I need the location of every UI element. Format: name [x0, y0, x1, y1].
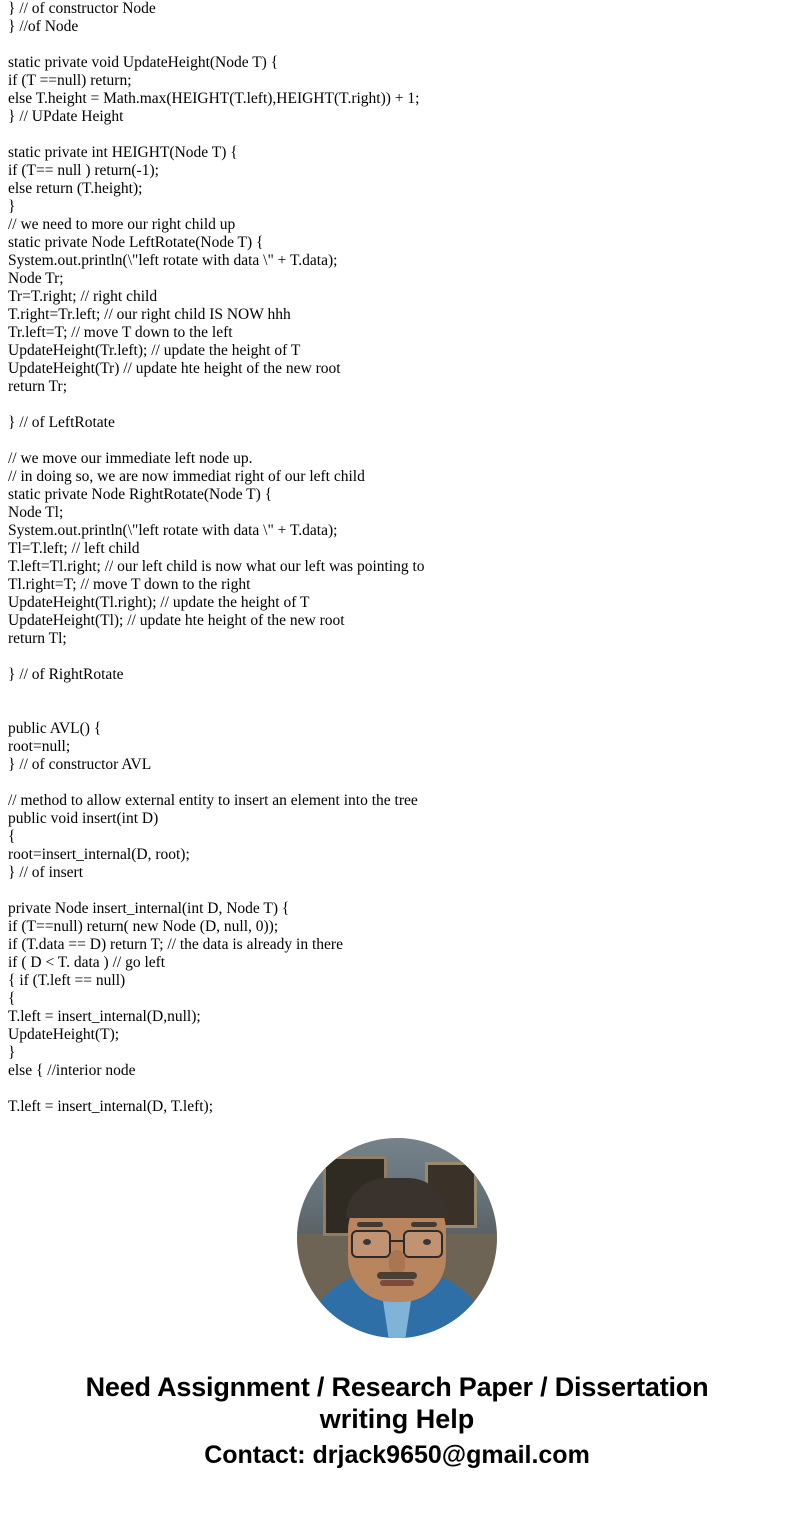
code-line: System.out.println(\"left rotate with data \" + T.data);	[8, 252, 338, 269]
code-line	[8, 648, 786, 666]
code-line: // method to allow external entity to insert an element into the tree	[8, 792, 418, 809]
code-line: } // of constructor Node	[8, 0, 156, 17]
code-line: T.right=Tr.left; // our right child IS NOW hhh	[8, 306, 291, 323]
code-line	[8, 36, 786, 54]
code-line: } // of RightRotate	[8, 666, 124, 683]
code-line: return Tr;	[8, 378, 67, 395]
code-line: else return (T.height);	[8, 180, 143, 197]
nose	[389, 1250, 405, 1274]
code-line: // we move our immediate left node up.	[8, 450, 253, 467]
code-line: public AVL() {	[8, 720, 102, 737]
code-line	[8, 126, 786, 144]
code-line: T.left = insert_internal(D,null);	[8, 1008, 201, 1025]
code-line	[8, 432, 786, 450]
code-line: static private Node LeftRotate(Node T) {	[8, 234, 264, 251]
code-line	[8, 684, 786, 702]
code-line: Tr=T.right; // right child	[8, 288, 158, 305]
code-line: } // of LeftRotate	[8, 414, 115, 431]
code-line: T.left = insert_internal(D, T.left);	[8, 1098, 214, 1115]
code-line: Node Tr;	[8, 270, 64, 287]
eyebrow-right	[411, 1222, 437, 1227]
mustache	[377, 1272, 417, 1279]
code-line: T.left=Tl.right; // our left child is now what our left was pointing to	[8, 558, 425, 575]
code-line: Tl.right=T; // move T down to the right	[8, 576, 251, 593]
code-line: UpdateHeight(Tr.left); // update the height of T	[8, 342, 301, 359]
code-line: {	[8, 828, 16, 845]
code-line: else T.height = Math.max(HEIGHT(T.left),HEIGHT(T.right)) + 1;	[8, 90, 420, 107]
code-line: UpdateHeight(Tl.right); // update the height of T	[8, 594, 310, 611]
code-line	[8, 396, 786, 414]
code-line: } // of constructor AVL	[8, 756, 152, 773]
code-line	[8, 702, 786, 720]
code-line: Tl=T.left; // left child	[8, 540, 140, 557]
footer	[8, 1372, 786, 1472]
code-line: // in doing so, we are now immediat right of our left child	[8, 468, 365, 485]
code-line: if (T ==null) return;	[8, 72, 132, 89]
code-line: static private Node RightRotate(Node T) {	[8, 486, 273, 503]
glasses-lens-right	[403, 1230, 443, 1258]
code-line: UpdateHeight(Tl); // update hte height of the new root	[8, 612, 345, 629]
avatar	[297, 1138, 497, 1338]
code-line: System.out.println(\"left rotate with data \" + T.data);	[8, 522, 338, 539]
code-line: root=insert_internal(D, root);	[8, 846, 190, 863]
avatar-container	[8, 1138, 786, 1338]
code-listing	[8, 0, 786, 1116]
code-line: } //of Node	[8, 18, 79, 35]
footer-contact: Contact: drjack9650@gmail.com	[204, 1441, 590, 1469]
code-line: if (T==null) return( new Node (D, null, 0));	[8, 918, 279, 935]
code-line: else { //interior node	[8, 1062, 136, 1079]
code-line: {	[8, 990, 16, 1007]
code-line: if (T== null ) return(-1);	[8, 162, 159, 179]
code-line: Node Tl;	[8, 504, 64, 521]
code-line: static private int HEIGHT(Node T) {	[8, 144, 238, 161]
code-line: root=null;	[8, 738, 71, 755]
code-line: }	[8, 1044, 16, 1061]
code-line	[8, 882, 786, 900]
code-line: return Tl;	[8, 630, 67, 647]
code-line: { if (T.left == null)	[8, 972, 126, 989]
code-line: if ( D < T. data ) // go left	[8, 954, 166, 971]
code-line: static private void UpdateHeight(Node T) {	[8, 54, 279, 71]
eyebrow-left	[357, 1222, 383, 1227]
footer-headline-line-2: writing Help	[319, 1404, 475, 1434]
code-line	[8, 1080, 786, 1098]
code-line: } // of insert	[8, 864, 84, 881]
code-line: private Node insert_internal(int D, Node T) {	[8, 900, 290, 917]
glasses-lens-left	[351, 1230, 391, 1258]
code-line: UpdateHeight(T);	[8, 1026, 120, 1043]
code-line: Tr.left=T; // move T down to the left	[8, 324, 233, 341]
code-line: public void insert(int D)	[8, 810, 159, 827]
footer-headline-line-1: Need Assignment / Research Paper / Dissertation	[85, 1372, 709, 1402]
code-line: UpdateHeight(Tr) // update hte height of the new root	[8, 360, 341, 377]
code-line	[8, 774, 786, 792]
code-line: } // UPdate Height	[8, 108, 124, 125]
code-line: if (T.data == D) return T; // the data is already in there	[8, 936, 343, 953]
mouth	[380, 1280, 414, 1286]
code-line: // we need to more our right child up	[8, 216, 236, 233]
code-line: }	[8, 198, 16, 215]
